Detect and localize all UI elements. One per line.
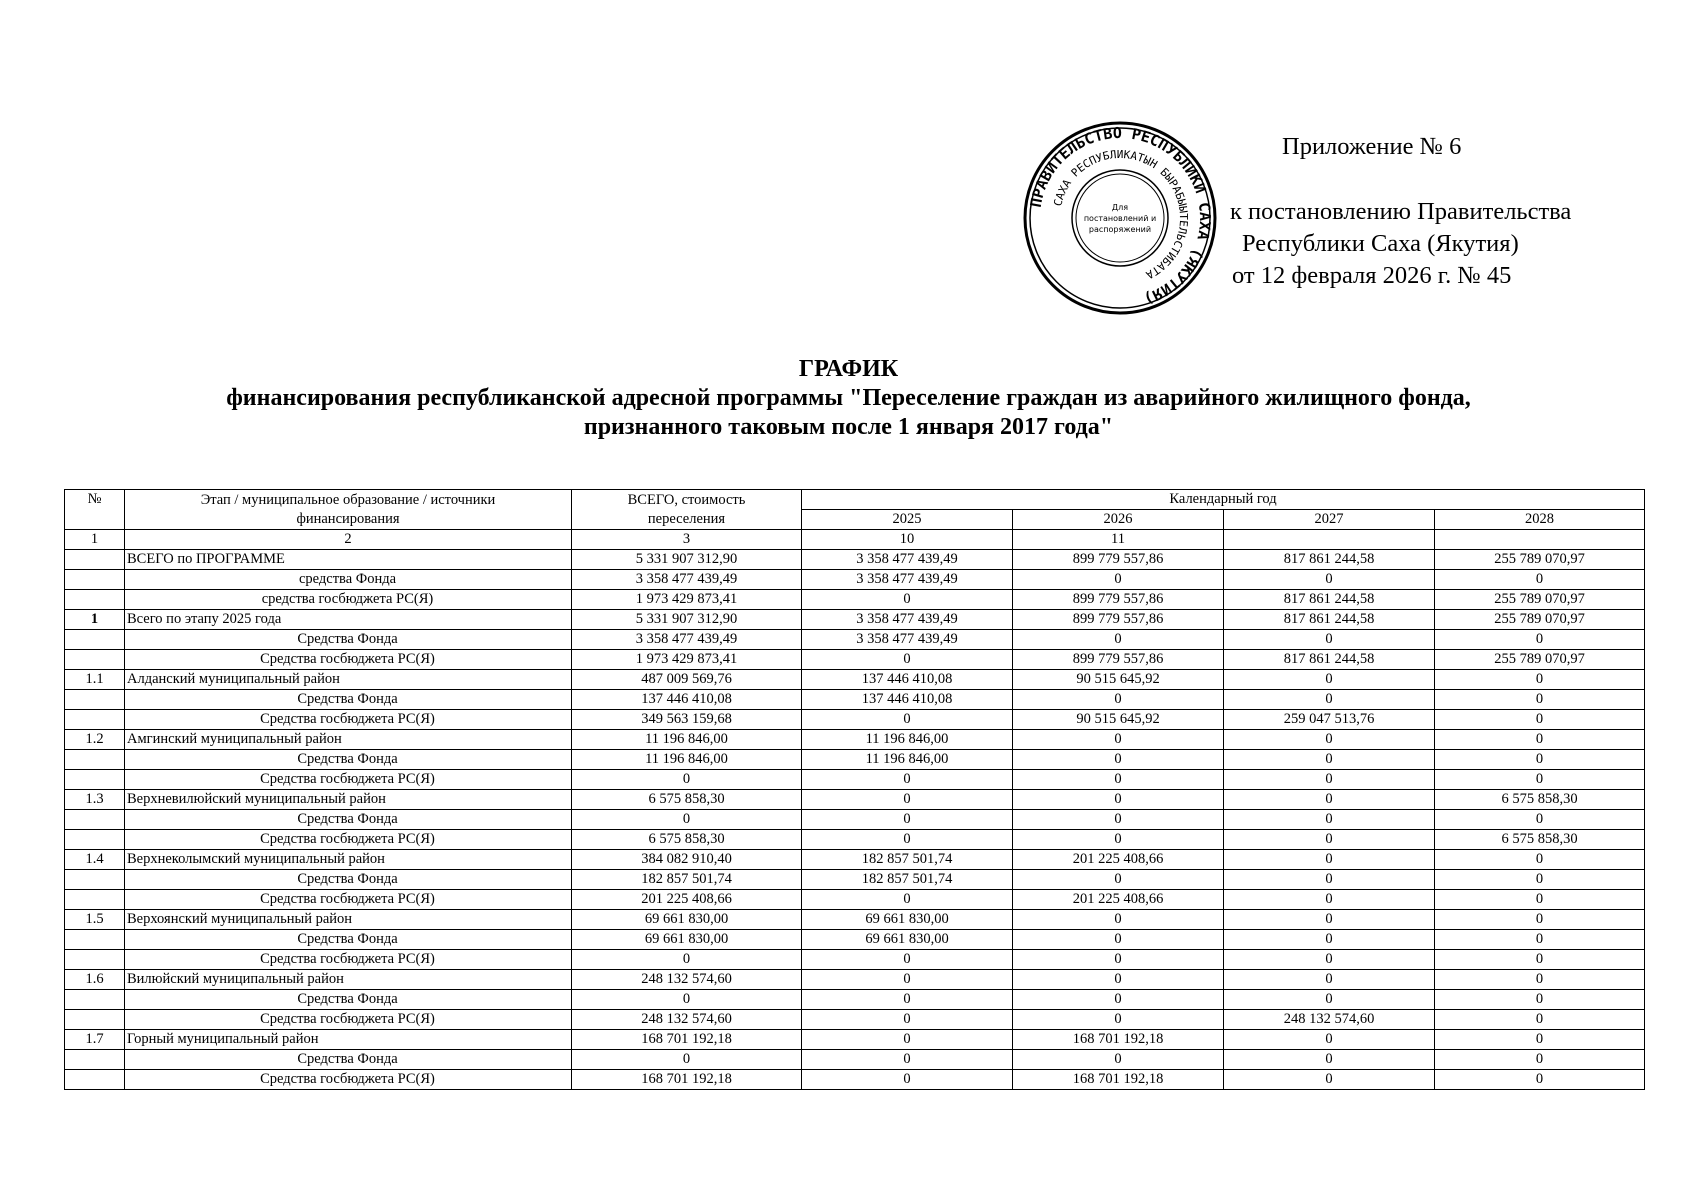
row-number: 1.2 [65, 730, 125, 750]
row-number [65, 870, 125, 890]
row-2027: 817 861 244,58 [1224, 650, 1435, 670]
row-name: Вилюйский муниципальный район [125, 970, 572, 990]
appendix-date-line: от 12 февраля 2026 г. № 45 [1232, 262, 1512, 289]
row-2027: 0 [1224, 770, 1435, 790]
row-2028: 255 789 070,97 [1435, 550, 1645, 570]
row-2025: 0 [802, 1070, 1013, 1090]
row-total: 0 [572, 990, 802, 1010]
row-number [65, 630, 125, 650]
seal-center-line3: распоряжений [1088, 225, 1152, 234]
row-2028: 0 [1435, 990, 1645, 1010]
row-2026: 0 [1013, 970, 1224, 990]
row-total: 6 575 858,30 [572, 830, 802, 850]
row-2027: 0 [1224, 1030, 1435, 1050]
row-name: Верхневилюйский муниципальный район [125, 790, 572, 810]
row-number [65, 810, 125, 830]
row-2025: 11 196 846,00 [802, 750, 1013, 770]
row-total: 384 082 910,40 [572, 850, 802, 870]
row-2028: 255 789 070,97 [1435, 610, 1645, 630]
row-name: Средства Фонда [125, 630, 572, 650]
row-2025: 0 [802, 970, 1013, 990]
table-row [65, 690, 1645, 710]
row-name: ВСЕГО по ПРОГРАММЕ [125, 550, 572, 570]
row-number [65, 750, 125, 770]
row-2026: 899 779 557,86 [1013, 650, 1224, 670]
row-total: 0 [572, 810, 802, 830]
row-name: Верхнеколымский муниципальный район [125, 850, 572, 870]
table-row [65, 890, 1645, 910]
row-2028: 0 [1435, 730, 1645, 750]
row-total: 5 331 907 312,90 [572, 550, 802, 570]
row-total: 69 661 830,00 [572, 930, 802, 950]
row-2026: 0 [1013, 950, 1224, 970]
index-cell: 3 [572, 530, 802, 550]
row-2025: 3 358 477 439,49 [802, 610, 1013, 630]
row-name: Алданский муниципальный район [125, 670, 572, 690]
appendix-decree-line: к постановлению Правительства [1230, 198, 1572, 225]
row-2028: 0 [1435, 850, 1645, 870]
row-2026: 0 [1013, 870, 1224, 890]
row-2026: 0 [1013, 630, 1224, 650]
row-number: 1 [65, 610, 125, 630]
row-2028: 0 [1435, 690, 1645, 710]
row-2028: 0 [1435, 810, 1645, 830]
row-total: 1 973 429 873,41 [572, 650, 802, 670]
row-2025: 3 358 477 439,49 [802, 630, 1013, 650]
row-total: 11 196 846,00 [572, 730, 802, 750]
row-2026: 0 [1013, 690, 1224, 710]
seal-center-line2: постановлений и [1083, 214, 1157, 223]
row-2026: 0 [1013, 790, 1224, 810]
seal-inner-text: САХА РЕСПУБЛИКАТЫН БЫРАБЫЫТЕЛЬСТИБАТА [1051, 147, 1191, 282]
table-row [65, 970, 1645, 990]
row-2027: 0 [1224, 750, 1435, 770]
official-seal-stamp [1022, 120, 1218, 316]
row-number: 1.4 [65, 850, 125, 870]
row-2026: 0 [1013, 810, 1224, 830]
row-name: Средства госбюджета РС(Я) [125, 1070, 572, 1090]
row-total: 0 [572, 1050, 802, 1070]
row-2026: 168 701 192,18 [1013, 1070, 1224, 1090]
row-2026: 168 701 192,18 [1013, 1030, 1224, 1050]
row-2025: 11 196 846,00 [802, 730, 1013, 750]
header-num: № [65, 490, 125, 530]
table-row [65, 830, 1645, 850]
table-row [65, 910, 1645, 930]
row-2026: 0 [1013, 770, 1224, 790]
row-number [65, 690, 125, 710]
row-2028: 0 [1435, 1050, 1645, 1070]
row-number [65, 650, 125, 670]
table-row [65, 770, 1645, 790]
row-2026: 0 [1013, 1050, 1224, 1070]
row-total: 3 358 477 439,49 [572, 570, 802, 590]
row-name: Средства Фонда [125, 870, 572, 890]
row-number [65, 1070, 125, 1090]
seal-icon [1022, 120, 1218, 316]
row-2025: 0 [802, 950, 1013, 970]
header-total: ВСЕГО, стоимость переселения [572, 490, 802, 530]
row-name: Амгинский муниципальный район [125, 730, 572, 750]
row-2026: 0 [1013, 570, 1224, 590]
header-stage: Этап / муниципальное образование / источники финансирования [125, 490, 572, 530]
financing-schedule-table [64, 489, 1645, 1090]
row-2026: 899 779 557,86 [1013, 550, 1224, 570]
row-2025: 3 358 477 439,49 [802, 550, 1013, 570]
row-2027: 0 [1224, 790, 1435, 810]
row-2027: 0 [1224, 990, 1435, 1010]
title-subheading-line1: финансирования республиканской адресной программы "Переселение граждан из аварийного жилищного фонда, [226, 385, 1471, 411]
table-row [65, 1050, 1645, 1070]
row-2025: 0 [802, 590, 1013, 610]
row-2025: 0 [802, 770, 1013, 790]
row-name: Средства госбюджета РС(Я) [125, 1010, 572, 1030]
row-2028: 6 575 858,30 [1435, 830, 1645, 850]
row-name: Средства Фонда [125, 990, 572, 1010]
row-number [65, 990, 125, 1010]
row-2026: 201 225 408,66 [1013, 890, 1224, 910]
row-2027: 0 [1224, 950, 1435, 970]
index-cell: 11 [1013, 530, 1224, 550]
row-number [65, 950, 125, 970]
row-2028: 0 [1435, 1030, 1645, 1050]
row-name: Средства Фонда [125, 930, 572, 950]
row-name: Средства госбюджета РС(Я) [125, 890, 572, 910]
header-year-2025: 2025 [802, 510, 1013, 530]
row-number [65, 710, 125, 730]
row-number: 1.3 [65, 790, 125, 810]
row-total: 248 132 574,60 [572, 1010, 802, 1030]
row-2025: 182 857 501,74 [802, 850, 1013, 870]
table-row [65, 730, 1645, 750]
row-2027: 0 [1224, 890, 1435, 910]
row-2028: 6 575 858,30 [1435, 790, 1645, 810]
row-2025: 0 [802, 810, 1013, 830]
row-name: Средства Фонда [125, 1050, 572, 1070]
row-2027: 0 [1224, 930, 1435, 950]
row-2027: 0 [1224, 910, 1435, 930]
row-2025: 0 [802, 1010, 1013, 1030]
table-header-row [65, 490, 1645, 510]
table-row [65, 1070, 1645, 1090]
table-row [65, 590, 1645, 610]
table-row [65, 930, 1645, 950]
row-2027: 248 132 574,60 [1224, 1010, 1435, 1030]
row-2025: 137 446 410,08 [802, 690, 1013, 710]
row-name: Средства госбюджета РС(Я) [125, 950, 572, 970]
row-total: 182 857 501,74 [572, 870, 802, 890]
table-row [65, 670, 1645, 690]
row-2027: 0 [1224, 1050, 1435, 1070]
row-name: Всего по этапу 2025 года [125, 610, 572, 630]
table-row [65, 870, 1645, 890]
seal-outer-text: ПРАВИТЕЛЬСТВО РЕСПУБЛИКИ САХА (ЯКУТИЯ) [1026, 123, 1215, 308]
row-2026: 0 [1013, 930, 1224, 950]
row-2028: 0 [1435, 890, 1645, 910]
row-2027: 0 [1224, 690, 1435, 710]
row-total: 1 973 429 873,41 [572, 590, 802, 610]
row-2025: 0 [802, 1030, 1013, 1050]
row-name: Горный муниципальный район [125, 1030, 572, 1050]
row-2027: 259 047 513,76 [1224, 710, 1435, 730]
row-total: 6 575 858,30 [572, 790, 802, 810]
row-total: 5 331 907 312,90 [572, 610, 802, 630]
index-cell: 10 [802, 530, 1013, 550]
table-row [65, 550, 1645, 570]
row-total: 69 661 830,00 [572, 910, 802, 930]
row-2028: 0 [1435, 630, 1645, 650]
index-cell: 1 [65, 530, 125, 550]
row-2025: 0 [802, 790, 1013, 810]
table-index-row [65, 530, 1645, 550]
row-2027: 0 [1224, 830, 1435, 850]
row-name: Средства госбюджета РС(Я) [125, 770, 572, 790]
row-2028: 0 [1435, 710, 1645, 730]
table-row [65, 1010, 1645, 1030]
row-total: 201 225 408,66 [572, 890, 802, 910]
table-row [65, 950, 1645, 970]
row-number [65, 1050, 125, 1070]
row-total: 0 [572, 950, 802, 970]
row-2025: 0 [802, 650, 1013, 670]
row-2027: 817 861 244,58 [1224, 590, 1435, 610]
row-number [65, 590, 125, 610]
row-number [65, 890, 125, 910]
row-total: 349 563 159,68 [572, 710, 802, 730]
header-year-2028: 2028 [1435, 510, 1645, 530]
row-2026: 201 225 408,66 [1013, 850, 1224, 870]
row-name: Средства Фонда [125, 810, 572, 830]
title-subheading-line2: признанного таковым после 1 января 2017 года" [583, 414, 1114, 440]
row-2025: 3 358 477 439,49 [802, 570, 1013, 590]
row-2027: 817 861 244,58 [1224, 610, 1435, 630]
row-2025: 0 [802, 1050, 1013, 1070]
row-name: Средства госбюджета РС(Я) [125, 710, 572, 730]
row-2026: 0 [1013, 1010, 1224, 1030]
row-number [65, 930, 125, 950]
row-2025: 0 [802, 710, 1013, 730]
row-number [65, 570, 125, 590]
row-number [65, 1010, 125, 1030]
row-2026: 90 515 645,92 [1013, 670, 1224, 690]
index-cell: 2 [125, 530, 572, 550]
row-2026: 0 [1013, 990, 1224, 1010]
row-name: средства Фонда [125, 570, 572, 590]
row-2027: 0 [1224, 810, 1435, 830]
row-2026: 0 [1013, 750, 1224, 770]
table-row [65, 570, 1645, 590]
table-row [65, 610, 1645, 630]
row-2025: 69 661 830,00 [802, 910, 1013, 930]
row-name: Средства Фонда [125, 750, 572, 770]
row-2027: 0 [1224, 730, 1435, 750]
index-cell [1224, 530, 1435, 550]
row-2025: 137 446 410,08 [802, 670, 1013, 690]
row-name: Средства госбюджета РС(Я) [125, 830, 572, 850]
row-2026: 899 779 557,86 [1013, 590, 1224, 610]
row-2027: 0 [1224, 670, 1435, 690]
table-row [65, 710, 1645, 730]
row-2025: 182 857 501,74 [802, 870, 1013, 890]
table-row [65, 790, 1645, 810]
header-calendar-year: Календарный год [802, 490, 1645, 510]
table-row [65, 650, 1645, 670]
row-2028: 0 [1435, 750, 1645, 770]
row-2027: 817 861 244,58 [1224, 550, 1435, 570]
row-total: 168 701 192,18 [572, 1030, 802, 1050]
row-2026: 0 [1013, 830, 1224, 850]
row-2028: 0 [1435, 930, 1645, 950]
row-name: средства госбюджета РС(Я) [125, 590, 572, 610]
row-2027: 0 [1224, 570, 1435, 590]
header-year-2026: 2026 [1013, 510, 1224, 530]
row-2027: 0 [1224, 870, 1435, 890]
row-2025: 69 661 830,00 [802, 930, 1013, 950]
row-2028: 0 [1435, 770, 1645, 790]
row-name: Верхоянский муниципальный район [125, 910, 572, 930]
row-2028: 0 [1435, 570, 1645, 590]
document-title [0, 355, 1697, 442]
row-2028: 0 [1435, 1010, 1645, 1030]
table-row [65, 850, 1645, 870]
table-row [65, 990, 1645, 1010]
row-number [65, 550, 125, 570]
row-2028: 0 [1435, 970, 1645, 990]
row-total: 248 132 574,60 [572, 970, 802, 990]
row-2027: 0 [1224, 970, 1435, 990]
table-body [65, 550, 1645, 1090]
row-total: 137 446 410,08 [572, 690, 802, 710]
row-total: 3 358 477 439,49 [572, 630, 802, 650]
row-2028: 0 [1435, 670, 1645, 690]
row-number: 1.6 [65, 970, 125, 990]
row-2026: 899 779 557,86 [1013, 610, 1224, 630]
row-2028: 255 789 070,97 [1435, 650, 1645, 670]
row-number [65, 770, 125, 790]
table-row [65, 810, 1645, 830]
table-row [65, 750, 1645, 770]
row-number: 1.7 [65, 1030, 125, 1050]
row-total: 11 196 846,00 [572, 750, 802, 770]
title-heading: ГРАФИК [798, 356, 899, 382]
row-2028: 0 [1435, 870, 1645, 890]
appendix-number: Приложение № 6 [1282, 133, 1462, 160]
row-number: 1.5 [65, 910, 125, 930]
row-total: 487 009 569,76 [572, 670, 802, 690]
seal-center-line1: Для [1111, 203, 1129, 212]
row-number: 1.1 [65, 670, 125, 690]
row-2026: 90 515 645,92 [1013, 710, 1224, 730]
row-2028: 0 [1435, 910, 1645, 930]
row-total: 168 701 192,18 [572, 1070, 802, 1090]
row-2027: 0 [1224, 1070, 1435, 1090]
row-2028: 0 [1435, 1070, 1645, 1090]
row-2026: 0 [1013, 910, 1224, 930]
row-number [65, 830, 125, 850]
row-2026: 0 [1013, 730, 1224, 750]
appendix-republic-line: Республики Саха (Якутия) [1242, 230, 1519, 257]
table-row [65, 630, 1645, 650]
row-2027: 0 [1224, 850, 1435, 870]
table-row [65, 1030, 1645, 1050]
row-name: Средства Фонда [125, 690, 572, 710]
row-name: Средства госбюджета РС(Я) [125, 650, 572, 670]
row-2028: 255 789 070,97 [1435, 590, 1645, 610]
row-2027: 0 [1224, 630, 1435, 650]
row-2025: 0 [802, 990, 1013, 1010]
header-year-2027: 2027 [1224, 510, 1435, 530]
row-2028: 0 [1435, 950, 1645, 970]
row-total: 0 [572, 770, 802, 790]
row-2025: 0 [802, 890, 1013, 910]
index-cell [1435, 530, 1645, 550]
row-2025: 0 [802, 830, 1013, 850]
